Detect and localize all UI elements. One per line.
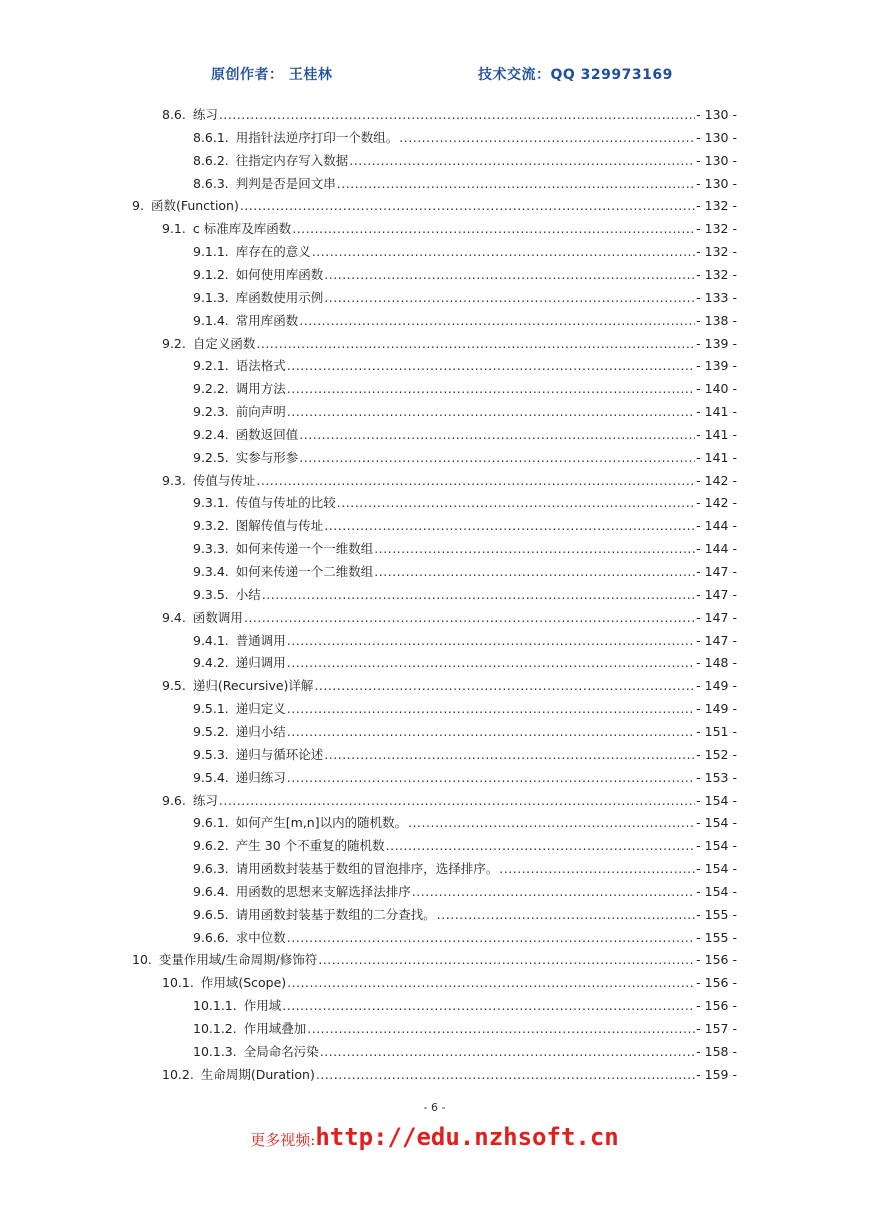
toc-entry-page: - 153 -	[696, 769, 737, 785]
toc-entry[interactable]	[193, 723, 737, 741]
toc-dot-leader	[240, 197, 695, 215]
toc-entry-title: 递归练习	[235, 769, 286, 785]
header-contact: 技术交流：QQ 329973169	[478, 67, 673, 83]
toc-entry[interactable]	[193, 540, 737, 558]
toc-entry[interactable]	[162, 974, 737, 992]
toc-entry-page: - 130 -	[696, 152, 737, 168]
toc-entry-page: - 130 -	[696, 175, 737, 191]
toc-entry[interactable]	[162, 1066, 737, 1084]
toc-entry-page: - 159 -	[696, 1066, 737, 1082]
toc-entry-title: 函数(Function)	[150, 198, 239, 214]
toc-entry-page: - 132 -	[696, 221, 737, 237]
toc-entry-page: - 132 -	[696, 198, 737, 214]
toc-entry[interactable]	[193, 814, 737, 832]
toc-dot-leader	[337, 494, 695, 512]
toc-entry-title: 库存在的意义	[235, 244, 311, 260]
toc-entry[interactable]	[193, 997, 737, 1015]
toc-entry[interactable]	[162, 472, 737, 490]
toc-dot-leader	[219, 106, 695, 124]
toc-entry-title: 普通调用	[235, 632, 286, 648]
toc-entry-title: 递归小结	[235, 723, 286, 739]
toc-entry-number: 9.4.	[162, 609, 186, 625]
toc-dot-leader	[337, 175, 695, 193]
toc-dot-leader	[312, 243, 695, 261]
toc-dot-leader	[307, 1020, 695, 1038]
toc-entry-page: - 132 -	[696, 244, 737, 260]
toc-entry[interactable]	[193, 152, 737, 170]
toc-entry-title: 请用函数封装基于数组的冒泡排序，选择排序。	[235, 861, 499, 877]
toc-dot-leader	[324, 746, 695, 764]
toc-entry-title: 图解传值与传址	[235, 518, 324, 534]
toc-entry[interactable]	[132, 951, 737, 969]
header-author: 原创作者： 王桂林	[211, 67, 333, 83]
toc-dot-leader	[287, 380, 695, 398]
toc-dot-leader	[287, 403, 695, 421]
toc-dot-leader	[399, 129, 695, 147]
toc-entry[interactable]	[193, 586, 737, 604]
toc-entry-title: 递归定义	[235, 701, 286, 717]
toc-entry-title: 前向声明	[235, 404, 286, 420]
toc-dot-leader	[299, 312, 695, 330]
toc-dot-leader	[349, 152, 695, 170]
toc-entry-number: 9.3.1.	[193, 495, 229, 511]
toc-dot-leader	[287, 974, 695, 992]
toc-entry-number: 9.1.3.	[193, 289, 229, 305]
toc-entry[interactable]	[132, 197, 737, 215]
toc-entry-number: 10.1.3.	[193, 1043, 237, 1059]
toc-entry-title: 请用函数封装基于数组的二分查找。	[235, 906, 436, 922]
toc-entry-page: - 144 -	[696, 541, 737, 557]
toc-entry-page: - 152 -	[696, 746, 737, 762]
toc-entry[interactable]	[162, 220, 737, 238]
toc-entry-title: 函数调用	[192, 609, 243, 625]
toc-entry-number: 9.2.	[162, 335, 186, 351]
toc-entry-title: 传值与传址	[192, 472, 256, 488]
toc-entry-number: 9.2.3.	[193, 404, 229, 420]
toc-entry-page: - 130 -	[696, 107, 737, 122]
toc-entry-number: 9.2.2.	[193, 381, 229, 397]
toc-entry-number: 9.5.1.	[193, 701, 229, 717]
toc-entry-number: 9.1.	[162, 221, 186, 237]
toc-dot-leader	[320, 1043, 695, 1061]
toc-entry-page: - 154 -	[696, 861, 737, 877]
footer-more-label: 更多视频:	[250, 1131, 316, 1149]
toc-entry[interactable]	[193, 769, 737, 787]
toc-entry[interactable]	[193, 906, 737, 924]
toc-entry[interactable]	[193, 860, 737, 878]
toc-entry[interactable]	[193, 380, 737, 398]
toc-entry-number: 9.4.2.	[193, 655, 229, 671]
toc-entry-number: 9.6.4.	[193, 883, 229, 899]
toc-entry[interactable]	[193, 746, 737, 764]
toc-entry-title: 递归(Recursive)详解	[192, 678, 314, 694]
toc-entry-page: - 156 -	[696, 952, 737, 968]
toc-entry-page: - 157 -	[696, 1021, 737, 1036]
toc-entry-title: 递归与循环论述	[235, 746, 324, 762]
toc-entry[interactable]	[193, 632, 737, 650]
toc-dot-leader	[282, 997, 695, 1015]
toc-entry-page: - 139 -	[696, 358, 737, 374]
toc-entry-number: 9.3.2.	[193, 518, 229, 534]
toc-entry-number: 10.1.2.	[193, 1021, 237, 1036]
toc-entry-title: 小结	[235, 586, 261, 602]
toc-entry[interactable]	[162, 792, 737, 810]
toc-dot-leader	[262, 586, 695, 604]
toc-entry-title: 练习	[192, 107, 218, 122]
toc-entry-number: 9.2.5.	[193, 449, 229, 465]
toc-entry-number: 10.1.	[162, 975, 194, 991]
toc-entry-title: 求中位数	[235, 929, 286, 945]
toc-entry-page: - 147 -	[696, 632, 737, 648]
toc-entry-title: 判判是否是回文串	[235, 175, 336, 191]
toc-entry[interactable]	[193, 266, 737, 284]
toc-entry-page: - 155 -	[696, 906, 737, 922]
toc-entry-number: 9.6.5.	[193, 906, 229, 922]
toc-entry-title: 传值与传址的比较	[235, 495, 336, 511]
page-header	[0, 64, 869, 88]
toc-entry[interactable]	[162, 106, 737, 124]
toc-entry-title: 作用域(Scope)	[200, 975, 287, 991]
toc-entry-page: - 156 -	[696, 998, 737, 1014]
toc-entry-title: 语法格式	[235, 358, 286, 374]
toc-dot-leader	[374, 540, 695, 558]
toc-dot-leader	[324, 517, 695, 535]
toc-entry-number: 9.4.1.	[193, 632, 229, 648]
toc-entry-number: 9.6.1.	[193, 815, 229, 831]
toc-dot-leader	[324, 289, 695, 307]
toc-entry-number: 9.3.	[162, 472, 186, 488]
toc-entry-number: 9.5.2.	[193, 723, 229, 739]
toc-entry-number: 10.1.1.	[193, 998, 237, 1014]
toc-entry-page: - 140 -	[696, 381, 737, 397]
toc-entry[interactable]	[193, 312, 737, 330]
toc-entry[interactable]	[162, 677, 737, 695]
toc-entry-title: 用指针法逆序打印一个数组。	[235, 129, 399, 145]
toc-dot-leader	[287, 654, 695, 672]
toc-dot-leader	[287, 769, 695, 787]
toc-dot-leader	[292, 220, 695, 238]
toc-entry[interactable]	[193, 449, 737, 467]
toc-entry-title: 如何来传递一个二维数组	[235, 564, 374, 579]
toc-entry-page: - 139 -	[696, 335, 737, 351]
toc-entry-title: 用函数的思想来支解选择法排序	[235, 883, 411, 899]
toc-entry-number: 9.6.3.	[193, 861, 229, 877]
toc-dot-leader	[412, 883, 695, 901]
toc-entry-number: 9.2.1.	[193, 358, 229, 374]
toc-entry[interactable]	[193, 837, 737, 855]
toc-dot-leader	[374, 563, 695, 581]
toc-entry-page: - 154 -	[696, 883, 737, 899]
toc-dot-leader	[408, 814, 695, 832]
toc-entry-number: 9.6.6.	[193, 929, 229, 945]
toc-entry-number: 9.5.3.	[193, 746, 229, 762]
toc-entry-page: - 142 -	[696, 472, 737, 488]
toc-entry-title: 常用库函数	[235, 312, 299, 328]
toc-entry-title: c 标准库及库函数	[192, 221, 292, 237]
toc-entry-page: - 158 -	[696, 1043, 737, 1059]
toc-entry-number: 8.6.3.	[193, 175, 229, 191]
toc-entry-page: - 133 -	[696, 289, 737, 305]
toc-entry[interactable]	[193, 929, 737, 947]
toc-entry-page: - 149 -	[696, 678, 737, 694]
toc-entry-number: 9.1.1.	[193, 244, 229, 260]
toc-entry[interactable]	[193, 517, 737, 535]
toc-dot-leader	[256, 472, 695, 490]
toc-entry-page: - 144 -	[696, 518, 737, 534]
toc-entry-page: - 130 -	[696, 129, 737, 145]
toc-entry-page: - 147 -	[696, 609, 737, 625]
toc-dot-leader	[314, 677, 695, 695]
toc-entry-number: 10.2.	[162, 1066, 194, 1082]
toc-entry-number: 9.1.2.	[193, 266, 229, 282]
toc-entry-page: - 142 -	[696, 495, 737, 511]
toc-dot-leader	[437, 906, 695, 924]
toc-entry-page: - 132 -	[696, 266, 737, 282]
toc-entry-title: 如何来传递一个一维数组	[235, 541, 374, 557]
toc-entry-number: 9.5.4.	[193, 769, 229, 785]
toc-entry-page: - 147 -	[696, 564, 737, 579]
toc-entry-title: 调用方法	[235, 381, 286, 397]
toc-entry[interactable]	[193, 243, 737, 261]
toc-entry[interactable]	[193, 357, 737, 375]
toc-entry[interactable]	[193, 289, 737, 307]
toc-entry-page: - 151 -	[696, 723, 737, 739]
toc-dot-leader	[287, 929, 695, 947]
toc-entry-title: 如何产生[m,n]以内的随机数。	[235, 815, 408, 831]
toc-entry-number: 9.3.4.	[193, 564, 229, 579]
toc-entry-page: - 154 -	[696, 815, 737, 831]
toc-entry[interactable]	[193, 129, 737, 147]
toc-entry-title: 实参与形参	[235, 449, 299, 465]
toc-dot-leader	[316, 1066, 695, 1084]
toc-dot-leader	[244, 609, 695, 627]
toc-entry-number: 8.6.1.	[193, 129, 229, 145]
toc-entry-page: - 154 -	[696, 792, 737, 808]
toc-entry-title: 自定义函数	[192, 335, 256, 351]
toc-entry[interactable]	[193, 654, 737, 672]
toc-entry[interactable]	[193, 1043, 737, 1061]
toc-entry-title: 生命周期(Duration)	[200, 1066, 315, 1082]
toc-entry-number: 10.	[132, 952, 152, 968]
toc-dot-leader	[287, 723, 695, 741]
toc-entry-title: 作用域	[243, 998, 282, 1014]
toc-entry-title: 练习	[192, 792, 218, 808]
toc-entry-number: 8.6.2.	[193, 152, 229, 168]
toc-entry[interactable]	[162, 609, 737, 627]
toc-dot-leader	[256, 335, 695, 353]
toc-entry-number: 9.	[132, 198, 144, 214]
toc-entry-number: 9.3.5.	[193, 586, 229, 602]
toc-entry-page: - 156 -	[696, 975, 737, 991]
toc-entry[interactable]	[193, 403, 737, 421]
toc-entry-number: 9.3.3.	[193, 541, 229, 557]
toc-dot-leader	[299, 449, 695, 467]
toc-entry[interactable]	[162, 335, 737, 353]
toc-dot-leader	[499, 860, 695, 878]
toc-entry-page: - 141 -	[696, 404, 737, 420]
footer-promo	[0, 1123, 869, 1151]
toc-dot-leader	[324, 266, 695, 284]
toc-entry-number: 9.2.4.	[193, 426, 229, 442]
toc-dot-leader	[318, 951, 695, 969]
toc-dot-leader	[287, 632, 695, 650]
toc-entry[interactable]	[193, 426, 737, 444]
toc-entry-title: 变量作用域/生命周期/修饰符	[158, 952, 318, 968]
toc-dot-leader	[287, 357, 695, 375]
toc-entry[interactable]	[193, 883, 737, 901]
toc-entry-page: - 141 -	[696, 449, 737, 465]
toc-entry[interactable]	[193, 563, 737, 581]
toc-entry-page: - 148 -	[696, 655, 737, 671]
toc-entry-page: - 138 -	[696, 312, 737, 328]
toc-dot-leader	[287, 700, 695, 718]
toc-entry-page: - 155 -	[696, 929, 737, 945]
toc-entry-number: 9.5.	[162, 678, 186, 694]
toc-dot-leader	[299, 426, 695, 444]
toc-entry-number: 9.6.	[162, 792, 186, 808]
toc-entry[interactable]	[193, 494, 737, 512]
toc-entry[interactable]	[193, 700, 737, 718]
toc-entry-title: 全局命名污染	[243, 1043, 319, 1059]
toc-entry-title: 函数返回值	[235, 426, 299, 442]
toc-entry-title: 产生 30 个不重复的随机数	[235, 838, 385, 854]
page-number: - 6 -	[423, 1101, 446, 1114]
toc-dot-leader	[219, 792, 695, 810]
toc-entry-number: 9.1.4.	[193, 312, 229, 328]
toc-entry-page: - 149 -	[696, 701, 737, 717]
toc-entry-page: - 154 -	[696, 838, 737, 854]
toc-entry-title: 作用域叠加	[243, 1021, 307, 1036]
toc-entry-title: 如何使用库函数	[235, 266, 324, 282]
toc-dot-leader	[386, 837, 696, 855]
toc-entry-title: 往指定内存写入数据	[235, 152, 349, 168]
toc-entry[interactable]	[193, 1020, 737, 1038]
toc-entry-page: - 147 -	[696, 586, 737, 602]
footer-url-link[interactable]: http://edu.nzhsoft.cn	[315, 1123, 619, 1151]
toc-entry-number: 8.6.	[162, 107, 186, 122]
toc-entry-page: - 141 -	[696, 426, 737, 442]
toc-entry-number: 9.6.2.	[193, 838, 229, 854]
toc-entry-title: 库函数使用示例	[235, 289, 324, 305]
toc-entry-title: 递归调用	[235, 655, 286, 671]
toc-entry[interactable]	[193, 175, 737, 193]
